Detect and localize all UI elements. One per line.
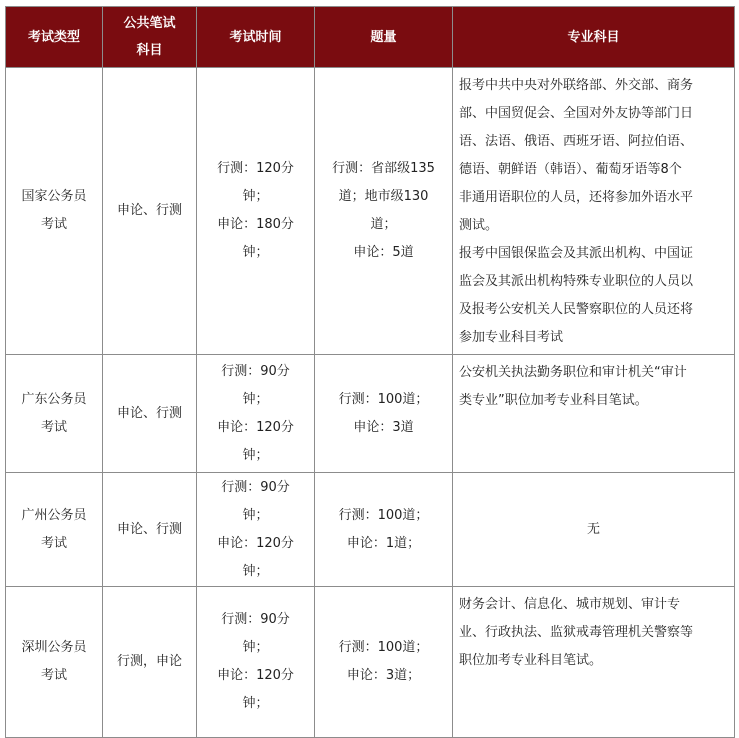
header-written-subjects <box>103 7 197 68</box>
cell-exam-type <box>6 587 103 738</box>
cell-text: 钟； <box>242 507 269 523</box>
cell-written-subjects: 申论、行测 <box>103 473 197 587</box>
cell-text: 申论：3道 <box>353 419 414 435</box>
cell-text: 报考中国银保监会及其派出机构、中国证 <box>459 246 694 261</box>
cell-exam-time <box>197 355 315 473</box>
cell-text: 申论：1道； <box>346 535 421 551</box>
cell-text: 钟； <box>242 640 269 655</box>
cell-written-subjects: 行测，申论 <box>103 587 197 738</box>
cell-text: 广州公务员 <box>21 507 87 523</box>
cell-text: 行测：省部级135 <box>332 161 435 176</box>
table-row <box>6 473 735 587</box>
cell-text: 类专业”职位加考专业科目笔试。 <box>459 393 648 408</box>
cell-text: 广东公务员 <box>21 391 87 407</box>
cell-text: 监会及其派出机构特殊专业职位的人员以 <box>459 274 694 289</box>
cell-text: 部、中国贸促会、全国对外友协等部门日 <box>459 106 694 121</box>
cell-text: 钟； <box>242 245 269 260</box>
cell-text: 参加专业科目考试 <box>459 330 564 345</box>
cell-text: 非通用语职位的人员，还将参加外语水平 <box>459 190 694 205</box>
table-row <box>6 587 735 738</box>
cell-text: 公安机关执法勤务职位和审计机关“审计 <box>459 365 687 380</box>
cell-text: 业、行政执法、监狱戒毒管理机关警察等 <box>459 625 694 640</box>
cell-exam-time <box>197 587 315 738</box>
cell-special-subjects <box>453 587 735 738</box>
cell-text: 职位加考专业科目笔试。 <box>459 653 603 668</box>
header-written-line1: 公共笔试 <box>123 16 176 31</box>
cell-text: 钟； <box>242 391 269 407</box>
table-row <box>6 68 735 355</box>
cell-text: 德语、朝鲜语（韩语）、葡萄牙语等8个 <box>459 162 682 177</box>
cell-text: 行测：100道； <box>338 507 429 523</box>
cell-text: 及报考公安机关人民警察职位的人员还将 <box>459 302 694 317</box>
cell-text: 道； <box>370 217 397 232</box>
cell-text: 申论：120分 <box>217 668 294 683</box>
cell-text: 钟； <box>242 447 269 463</box>
cell-text: 钟； <box>242 563 269 579</box>
cell-text: 考试 <box>40 535 67 551</box>
cell-text: 申论：120分 <box>217 419 294 435</box>
cell-written-subjects: 申论、行测 <box>103 68 197 355</box>
cell-text: 钟； <box>242 696 269 711</box>
cell-question-count <box>315 473 453 587</box>
cell-special-subjects <box>453 355 735 473</box>
cell-written-subjects: 申论、行测 <box>103 355 197 473</box>
cell-text: 申论：5道 <box>353 245 414 260</box>
cell-special-subjects <box>453 68 735 355</box>
header-question-count: 题量 <box>315 7 453 68</box>
cell-text: 测试。 <box>459 218 499 233</box>
header-exam-time: 考试时间 <box>197 7 315 68</box>
cell-text: 行测：100道； <box>338 391 429 407</box>
cell-exam-time <box>197 68 315 355</box>
cell-exam-type <box>6 355 103 473</box>
cell-text: 行测：120分 <box>217 161 294 176</box>
cell-exam-time <box>197 473 315 587</box>
cell-text: 语、法语、俄语、西班牙语、阿拉伯语、 <box>459 134 694 149</box>
cell-text: 道；地市级130 <box>338 189 429 204</box>
cell-text: 申论：3道； <box>346 668 421 683</box>
cell-text: 行测：90分 <box>221 363 290 379</box>
cell-text: 钟； <box>242 189 269 204</box>
cell-text: 行测：100道； <box>338 640 429 655</box>
header-written-line2: 科目 <box>136 43 163 58</box>
cell-text: 考试 <box>40 668 67 683</box>
cell-text: 考试 <box>40 217 67 232</box>
table-row <box>6 355 735 473</box>
cell-exam-type <box>6 473 103 587</box>
cell-text: 行测：90分 <box>221 479 290 495</box>
cell-exam-type <box>6 68 103 355</box>
cell-text: 深圳公务员 <box>21 640 87 655</box>
cell-text: 报考中共中央对外联络部、外交部、商务 <box>459 78 694 93</box>
cell-question-count <box>315 587 453 738</box>
cell-text: 国家公务员 <box>21 189 87 204</box>
table-header-row <box>6 7 735 68</box>
cell-question-count <box>315 355 453 473</box>
cell-text: 申论：180分 <box>217 217 294 232</box>
cell-text: 行测：90分 <box>221 612 290 627</box>
cell-special-subjects <box>453 473 735 587</box>
cell-text: 无 <box>586 521 600 537</box>
cell-question-count <box>315 68 453 355</box>
exam-comparison-table <box>5 6 735 738</box>
cell-text: 考试 <box>40 419 67 435</box>
header-exam-type: 考试类型 <box>6 7 103 68</box>
header-special-subjects: 专业科目 <box>453 7 735 68</box>
cell-text: 财务会计、信息化、城市规划、审计专 <box>459 597 681 612</box>
cell-text: 申论：120分 <box>217 535 294 551</box>
